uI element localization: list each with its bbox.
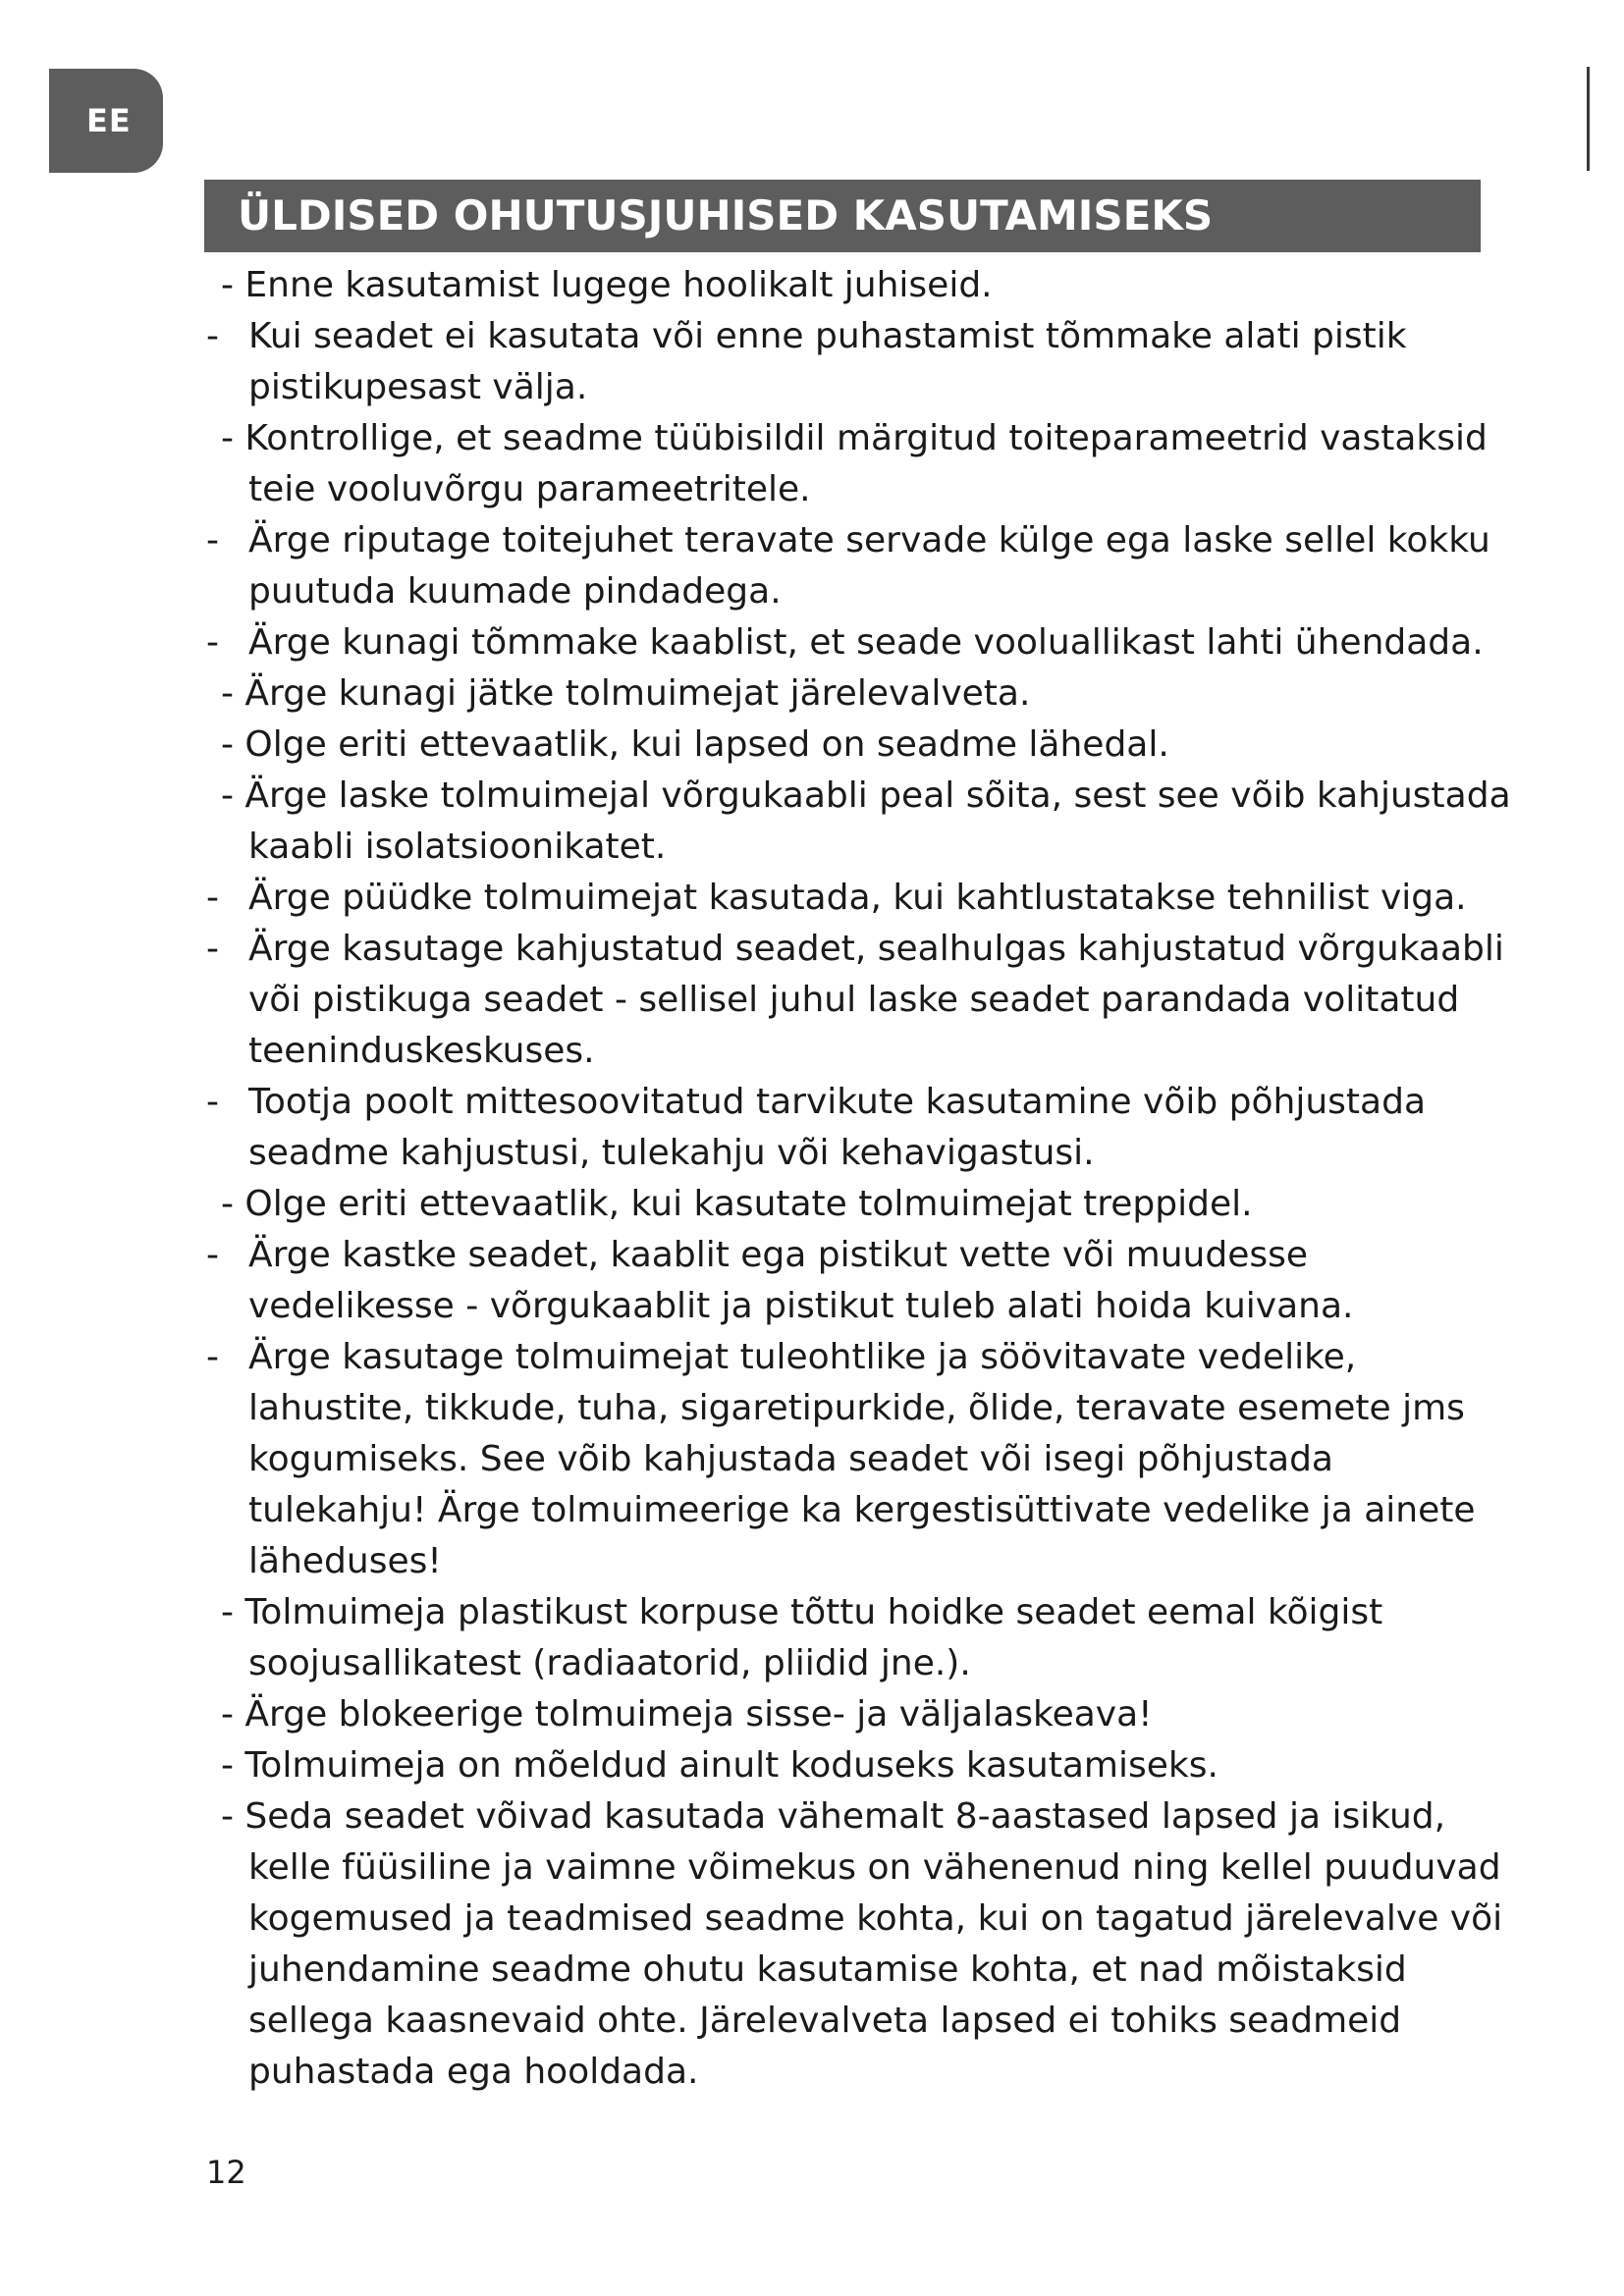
list-item-text: Kui seadet ei kasutata või enne puhastamist tõmmake alati pistik pistikupesast välja. (248, 316, 1407, 407)
list-item (206, 617, 1522, 668)
list-item: - Tolmuimeja plastikust korpuse tõttu hoidke seadet eemal kõigist soojusallikatest (radiaatorid, pliidid jne.). (221, 1592, 1383, 1683)
dash-bullet: - (206, 1082, 219, 1122)
list-item (206, 311, 1522, 413)
dash-bullet: - (206, 316, 219, 356)
list-item (206, 515, 1522, 617)
language-tab: EE (49, 69, 163, 173)
list-item (206, 1332, 1522, 1587)
list-item-text: Ärge kasutage kahjustatud seadet, sealhulgas kahjustatud võrgukaabli või pistikuga seadet - sellisel juhul laske seadet parandada volitatud teeninduskeskuses. (248, 929, 1504, 1071)
safety-instructions-list (206, 260, 1522, 2098)
list-item-text: Ärge kunagi tõmmake kaablist, et seade vooluallikast lahti ühendada. (248, 622, 1484, 663)
dash-bullet: - (206, 929, 219, 969)
dash-bullet: - (206, 520, 219, 561)
dash-bullet: - (206, 622, 219, 663)
section-header: ÜLDISED OHUTUSJUHISED KASUTAMISEKS (204, 180, 1481, 252)
list-item-text: Ärge riputage toitejuhet teravate servade külge ega laske sellel kokku puutuda kuumade pindadega. (248, 520, 1490, 612)
dash-bullet: - (206, 1337, 219, 1377)
list-item: - Kontrollige, et seadme tüübisildil märgitud toiteparameetrid vastaksid teie vooluvõrgu parameetritele. (221, 418, 1488, 509)
list-item: - Ärge kunagi jätke tolmuimejat järelevalveta. (221, 673, 1031, 714)
list-item: - Tolmuimeja on mõeldud ainult koduseks kasutamiseks. (221, 1745, 1218, 1786)
list-item (206, 1230, 1522, 1332)
list-item (206, 1077, 1522, 1179)
list-item: - Olge eriti ettevaatlik, kui lapsed on seadme lähedal. (221, 724, 1169, 765)
dash-bullet: - (206, 1235, 219, 1275)
page-edge-rule (1587, 67, 1590, 171)
list-item: - Ärge blokeerige tolmuimeja sisse- ja väljalaskeava! (221, 1694, 1153, 1735)
dash-bullet: - (206, 878, 219, 918)
list-item-text: Tootja poolt mittesoovitatud tarvikute kasutamine võib põhjustada seadme kahjustusi, tulekahju või kehavigastusi. (248, 1082, 1427, 1173)
list-item (206, 873, 1522, 924)
list-item-text: Ärge kastke seadet, kaablit ega pistikut vette või muudesse vedelikesse - võrgukaablit ja pistikut tuleb alati hoida kuivana. (248, 1235, 1354, 1326)
list-item: - Ärge laske tolmuimejal võrgukaabli peal sõita, sest see võib kahjustada kaabli isolatsioonikatet. (221, 775, 1511, 867)
list-item: - Olge eriti ettevaatlik, kui kasutate tolmuimejat treppidel. (221, 1184, 1253, 1224)
list-item-text: Ärge kasutage tolmuimejat tuleohtlike ja söövitavate vedelike, lahustite, tikkude, tuha, sigaretipurkide, õlide, teravate esemete jms kogumiseks. See võib kahjustada seadet või isegi põhjustada tulekahju! Ärge tolmuimeerige ka kergestisüttivate vedelike ja ainete läheduses! (248, 1337, 1476, 1581)
page-number: 12 (206, 2154, 246, 2191)
list-item: - Seda seadet võivad kasutada vähemalt 8-aastased lapsed ja isikud, kelle füüsiline ja vaimne võimekus on vähenenud ning kellel puuduvad kogemused ja teadmised seadme kohta, kui on tagatud järelevalve või juhendamine seadme ohutu kasutamise kohta, et nad mõistaksid sellega kaasnevaid ohte. Järelevalveta lapsed ei tohiks seadmeid puhastada ega hooldada. (221, 1796, 1503, 2092)
list-item-text: Ärge püüdke tolmuimejat kasutada, kui kahtlustatakse tehnilist viga. (248, 878, 1467, 918)
list-item (206, 924, 1522, 1077)
list-item: - Enne kasutamist lugege hoolikalt juhiseid. (221, 265, 993, 305)
